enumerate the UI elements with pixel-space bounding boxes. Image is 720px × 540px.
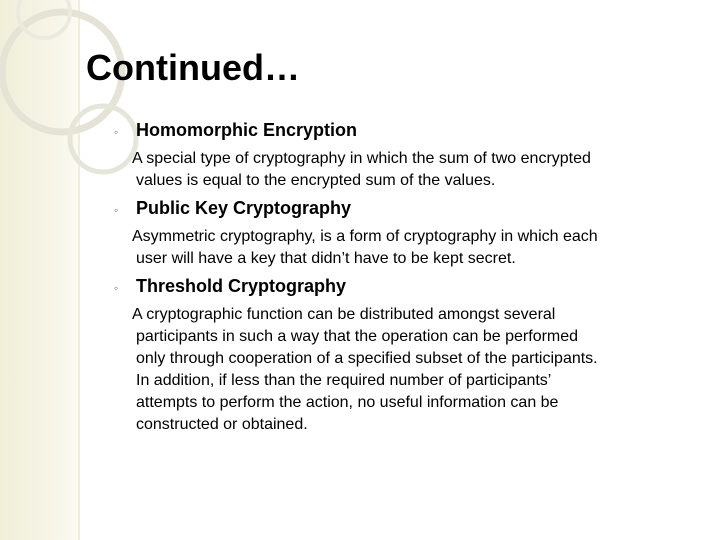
description-line: values is equal to the encrypted sum of the values. xyxy=(136,172,496,189)
description-line: A special type of cryptography in which the sum of two encrypted xyxy=(132,150,591,167)
bullet-heading: Homomorphic Encryption xyxy=(136,120,358,140)
bullet-marker: ◦ xyxy=(114,203,119,217)
description-line: In addition, if less than the required number of participants’ xyxy=(136,372,552,389)
decorative-rings xyxy=(0,0,140,220)
description-line: participants in such a way that the operation can be performed xyxy=(136,328,579,345)
description-line: constructed or obtained. xyxy=(136,416,308,433)
description-line: only through cooperation of a specified subset of the participants. xyxy=(136,350,598,367)
bullet-homomorphic-encryption xyxy=(114,119,357,141)
bullet-public-key-cryptography xyxy=(114,197,351,219)
description-line: user will have a key that didn’t have to be kept secret. xyxy=(136,250,516,267)
description-line: attempts to perform the action, no useful information can be xyxy=(136,394,559,411)
description-public-key-cryptography xyxy=(132,226,692,270)
description-threshold-cryptography xyxy=(132,304,692,436)
description-homomorphic-encryption xyxy=(132,148,692,192)
description-line: Asymmetric cryptography, is a form of cryptography in which each xyxy=(132,228,598,245)
bullet-marker: ◦ xyxy=(114,125,119,139)
tiny-ring xyxy=(18,0,70,38)
description-line: A cryptographic function can be distributed amongst several xyxy=(132,306,556,323)
bullet-threshold-cryptography xyxy=(114,275,346,297)
bullet-heading: Threshold Cryptography xyxy=(136,276,347,296)
bullet-marker: ◦ xyxy=(114,281,119,295)
bullet-heading: Public Key Cryptography xyxy=(136,198,352,218)
slide-title: Continued… xyxy=(86,47,300,88)
